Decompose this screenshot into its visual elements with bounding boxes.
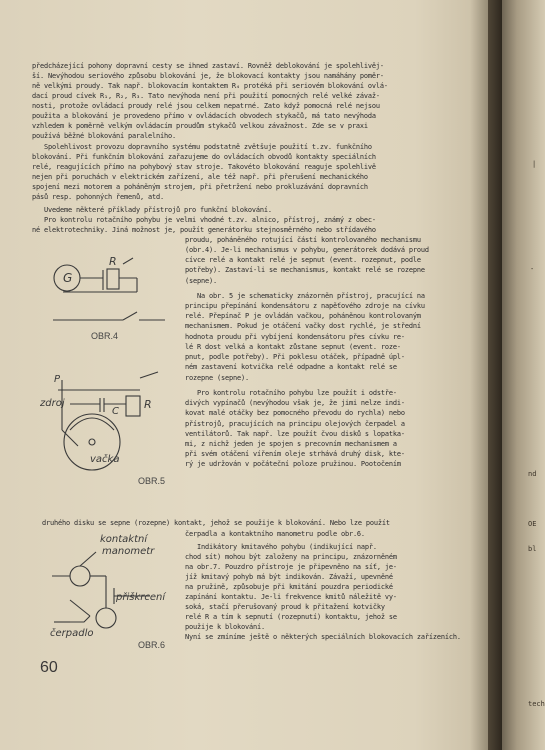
text-line: na pružině, způsobuje při kmitání pouzdra periodické xyxy=(185,583,393,591)
figure-obr4-generator-relay xyxy=(45,252,175,350)
fig5-label: P xyxy=(54,374,61,385)
text-line: použita a blokování je provedeno přímo v ovládacích obvodech stykačů, má tato nevýhoda xyxy=(32,112,376,120)
text-line: zapínání kontaktu. Je-li frekvence kmitů náležitě vy- xyxy=(185,593,397,601)
text-line: proudu, poháněného rotující částí kontrolovaného mechanismu xyxy=(185,236,421,244)
text-line: soká, stačí přerušovaný proud k přitažení kotvičky xyxy=(185,603,385,611)
text-line: Uvedeme některé příklady přístrojů pro funkční blokování. xyxy=(32,206,272,214)
fig4-label: R xyxy=(109,255,117,268)
text-line: Spolehlivost provozu dopravního systému podstatně zvětšuje použití t.zv. funkčního xyxy=(32,143,372,151)
text-line: chod sít) mohou být založeny na principu, znázorněném xyxy=(185,553,397,561)
text-line: ší. Nevýhodou seriového způsobu blokování je, že blokovací kontakty jsou namáhány poměr- xyxy=(32,72,384,80)
text-line: relé R a tím k sepnutí (rozepnutí) kontaktu, jehož se xyxy=(185,613,397,621)
text-line: pásů resp. pohonných řemenů, atd. xyxy=(32,193,164,201)
fig5-label: zdroj xyxy=(40,398,65,409)
text-line: Na obr. 5 je schematicky znázorněn přístroj, pracující na xyxy=(185,292,425,300)
text-line: pnut, podle potřeby). Při poklesu otáček, případně úpl- xyxy=(185,353,405,361)
text-line: vzhledem k poměrně velkým ovládacím proudům stykačů velkou závažnost. Zde se v praxi xyxy=(32,122,368,130)
text-line: relé, reagujících přímo na pohybový stav stroje. Takovéto blokování reaguje spolehlivě xyxy=(32,163,376,171)
relay-coil xyxy=(126,396,140,416)
text-line: né elektrotechniky. Jiná možnost je, použít generátorku stejnosměrného nebo střídavého xyxy=(32,226,376,234)
text-line: kovat malé otáčky bez pomocného převodu do rychla) nebo xyxy=(185,409,405,417)
text-line: rý je udržován v počáteční poloze pružinou. Pootočením xyxy=(185,460,401,468)
text-line: nosti, protože ovládací proudy relé jsou celkem nepatrné. Zato když pomocná relé nejsou xyxy=(32,102,380,110)
text-line: lé R dost velká a kontakt zůstane sepnut (event. roze- xyxy=(185,343,401,351)
text-line: ně velkými proudy. Tak např. blokovacím kontaktem R₄ protéká při seriovém blokování ovlá- xyxy=(32,82,388,90)
fig5-label: R xyxy=(144,398,152,411)
manometer-symbol xyxy=(70,566,90,586)
fig4-label: G xyxy=(63,271,73,285)
figure-obr6-pump-manometer xyxy=(40,530,185,652)
text-line: přístrojů, pracujících na principu olejových čerpadel a xyxy=(185,420,405,428)
text-line: cívce relé a kontakt relé je sepnut (event. rozepnut, podle xyxy=(185,256,421,264)
fig5-label: vačka xyxy=(90,454,120,465)
text-line: mi, z nichž jeden je spojen s precovním mechanismem a xyxy=(185,440,397,448)
fig6-label: přiškrcení xyxy=(116,592,166,603)
text-line: blokování. Při funkčním blokování zařazujeme do ovládacích obvodů kontakty speciálních xyxy=(32,153,376,161)
relay-coil xyxy=(107,269,119,289)
text-line: Pro kontrolu rotačního pohybu je velmi vhodné t.zv. alnico, přístroj, známý z obec- xyxy=(32,216,376,224)
text-line: Nyní se zmíníme ještě o některých speciálních blokovacích zařízeních. xyxy=(185,633,461,641)
fig6-label: čerpadlo xyxy=(50,628,94,639)
text-line: předcházející pohony dopravní cesty se ihned zastaví. Rovněž deblokování je spolehlivěj- xyxy=(32,62,384,70)
text-line: (obr.4). Je-li mechanismus v pohybu, generátorek dodává proud xyxy=(185,246,429,254)
text-line: Indikátory kmitavého pohybu (indikující např. xyxy=(185,543,377,551)
text-line: hodnota proudu při vybíjení kondensátoru přes cívku re- xyxy=(185,333,405,341)
text-line: druhého disku se sepne (rozepne) kontakt, jehož se použije k blokování. Nebo lze použít xyxy=(42,519,390,527)
page-number: 60 xyxy=(40,659,58,676)
text-line: používá běžné blokování paralelního. xyxy=(32,132,176,140)
facing-page-edge: | - nd OE bl tech xyxy=(502,0,545,750)
pump-symbol xyxy=(96,608,116,628)
text-line: čerpadla a kontaktního manometru podle obr.6. xyxy=(185,530,365,538)
figure-caption: OBR.4 xyxy=(91,331,119,341)
text-line: (sepne). xyxy=(185,277,217,285)
text-line: ném zastavení kotvička relé odpadne a kontakt relé se xyxy=(185,363,397,371)
figure-caption: OBR.6 xyxy=(138,640,166,650)
text-line: mechanismem. Pokud je otáčení vačky dost rychlé, je střední xyxy=(185,322,421,330)
figure-obr5-capacitor-switch xyxy=(40,368,185,500)
text-line: ventilátorů. Tak např. lze použít čvou disků s lopatka- xyxy=(185,430,405,438)
fig6-label: manometr xyxy=(102,546,155,557)
text-line: při svém otáčení vířením oleje strhává druhý disk, kte- xyxy=(185,450,405,458)
text-line: principu přepínání kondensátoru z napěťového zdroje na cívku xyxy=(185,302,425,310)
figure-caption: OBR.5 xyxy=(138,476,166,486)
text-line: relé. Přepínač P je ovládán vačkou, poháněnou kontrolovaným xyxy=(185,312,421,320)
text-line: nejen při poruchách v elektrickém zařízení, ale též např. při přerušení mechanického xyxy=(32,173,368,181)
fig6-label: kontaktní xyxy=(100,534,148,545)
text-line: použije k blokování. xyxy=(185,623,265,631)
text-line: jíž kmitavý pohyb má být indikován. Závaží, upevněné xyxy=(185,573,393,581)
text-line: rozepne (sepne). xyxy=(185,374,249,382)
text-line: potřeby). Zastaví-li se mechanismus, kontakt relé se rozepne xyxy=(185,266,425,274)
text-line: divých vypínačů (nevýhodou však je, že jimi nelze indi- xyxy=(185,399,405,407)
text-line: spojení mezi motorem a poháněným strojem, při přetržení nebo prokluzávání dopravních xyxy=(32,183,368,191)
text-line: Pro kontrolu rotačního pohybu lze použít i odstře- xyxy=(185,389,397,397)
text-line: dací proud cívek R₁, R₂, R₃. Tato nevýhoda není při použití pomocných relé velké závaž- xyxy=(32,92,380,100)
fig5-label: C xyxy=(112,406,119,417)
text-line: na obr.7. Pouzdro přístroje je připevněno na síť, je- xyxy=(185,563,397,571)
